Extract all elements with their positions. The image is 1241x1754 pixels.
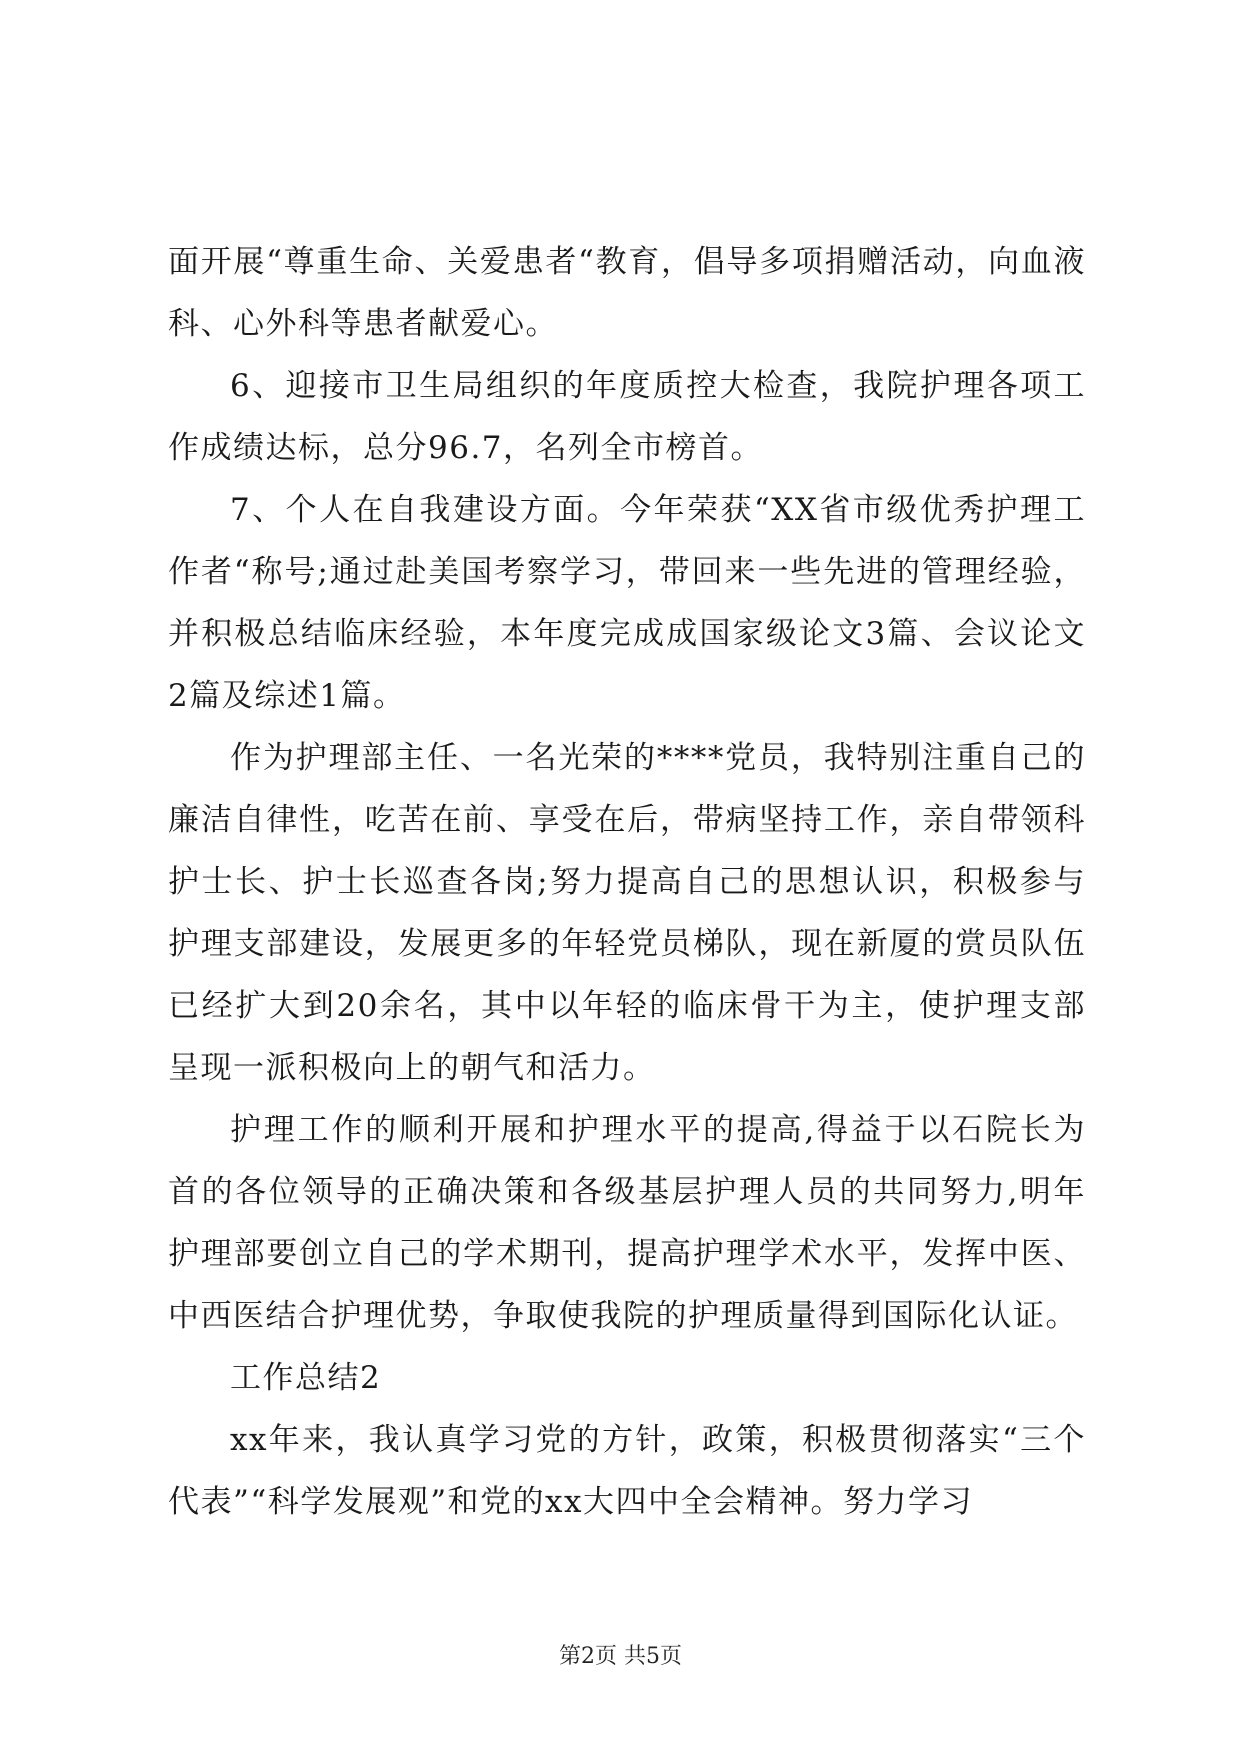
paragraph-1: 面开展“尊重生命、关爱患者“教育，倡导多项捐赠活动，向血液科、心外科等患者献爱心。 (168, 244, 1086, 342)
page-number-footer: 第2页 共5页 (559, 1644, 682, 1669)
section-heading: 工作总结2 (230, 1360, 382, 1396)
paragraph-5: 护理工作的顺利开展和护理水平的提高,得益于以石院长为首的各位领导的正确决策和各级基层护理人员的共同努力,明年护理部要创立自己的学术期刊，提高护理学术水平，发挥中医、中西医结合护理优势，争取使我院的护理质量得到国际化认证。 (168, 1112, 1086, 1334)
paragraph-6: xx年来，我认真学习党的方针，政策，积极贯彻落实“三个代表”“科学发展观”和党的xx大四中全会精神。努力学习 (168, 1422, 1086, 1520)
document-body (168, 231, 1086, 1533)
paragraph-4: 作为护理部主任、一名光荣的****党员，我特别注重自己的廉洁自律性，吃苦在前、享受在后，带病坚持工作，亲自带领科护士长、护士长巡查各岗;努力提高自己的思想认识，积极参与护理支部建设，发展更多的年轻党员梯队，现在新厦的赏员队伍已经扩大到20余名，其中以年轻的临床骨干为主，使护理支部呈现一派积极向上的朝气和活力。 (168, 740, 1086, 1086)
paragraph-2: 6、迎接市卫生局组织的年度质控大检查，我院护理各项工作成绩达标，总分96.7，名列全市榜首。 (168, 368, 1086, 466)
paragraph-3: 7、个人在自我建设方面。今年荣获“XX省市级优秀护理工作者“称号;通过赴美国考察学习，带回来一些先进的管理经验，并积极总结临床经验，本年度完成成国家级论文3篇、会议论文2篇及综述1篇。 (168, 492, 1086, 714)
